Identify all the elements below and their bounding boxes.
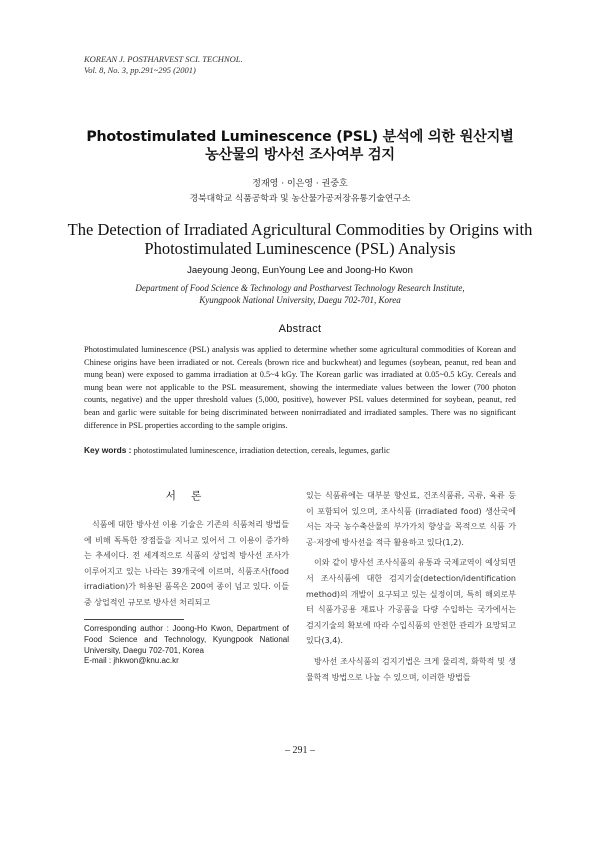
journal-header — [84, 54, 243, 76]
left-column — [84, 488, 289, 611]
intro-paragraph-1: 식품에 대한 방사선 이용 기술은 기존의 식품처리 방법들에 비해 독특한 장점들을 지니고 있어서 그 이용이 증가하는 추세이다. 전 세계적으로 식품의 상업적 방사선 조사가 이루어지고 있는 나라는 39개국에 이르며, 식품조사(food irradiation)가 허용된 품목은 200여 종이 넘고 있다. 이들 중 상업적인 규모로 방사선 처리되고 — [84, 520, 289, 607]
corresponding-author: Corresponding author : Joong-Ho Kwon, Department of Food Science and Technology, Kyungpook National University, Daegu 702-701, Korea — [84, 624, 289, 655]
footnote — [84, 624, 289, 667]
korean-title-line1: Photostimulated Luminescence (PSL) 분석에 의한 원산지별 — [86, 129, 514, 145]
page-number: – 291 – — [285, 745, 315, 756]
keywords-label: Key words : — [84, 445, 132, 455]
journal-name: KOREAN J. POSTHARVEST SCI. TECHNOL. — [84, 54, 243, 64]
korean-title-line2: 농산물의 방사선 조사여부 검지 — [205, 147, 395, 163]
intro-paragraph-2: 이와 같이 방사선 조사식품의 유통과 국제교역이 예상되면서 조사식품에 대한 검지기술(detection/identification method)의 개발이 요구되고 있는 실정이며, 특히 해외로부터 식품가공용 재료나 가공품을 다량 수입하는 국가에서는 검지기술의 확보에 따라 수입식품의 안전한 관리가 요망되고 있다(3,4). — [306, 558, 516, 646]
journal-issue: Vol. 8, No. 3, pp.291~295 (2001) — [84, 65, 196, 75]
footnote-divider — [84, 619, 184, 620]
korean-affiliation: 경북대학교 식품공학과 및 농산물가공저장유통기술연구소 — [189, 194, 411, 204]
right-column — [306, 488, 516, 685]
english-title-line1: The Detection of Irradiated Agricultural Commodities by Origins with — [67, 220, 533, 239]
keywords — [84, 445, 516, 455]
english-affiliation-line1: Department of Food Science & Technology and Postharvest Technology Research Institute, — [135, 283, 465, 293]
english-authors: Jaeyoung Jeong, EunYoung Lee and Joong-Ho Kwon — [187, 265, 413, 276]
korean-authors: 정재영 · 이은영 · 권중호 — [252, 179, 348, 189]
section-heading: 서 론 — [165, 490, 208, 502]
intro-paragraph-1-cont: 있는 식품류에는 대부분 향신료, 건조식품류, 곡류, 육류 등이 포함되어 있으며, 조사식품 (irradiated food) 생산국에서는 자국 농수축산물의 부가가치 향상을 목적으로 식품 가공·저장에 방사선을 적극 활용하고 있다(1,2). — [306, 491, 516, 547]
abstract-heading: Abstract — [278, 323, 322, 335]
english-title — [40, 220, 560, 258]
intro-paragraph-3: 방사선 조사식품의 검지기법은 크게 물리적, 화학적 및 생물학적 방법으로 나눌 수 있으며, 이러한 방법들 — [306, 656, 516, 682]
corresponding-email: E-mail : jhkwon@knu.ac.kr — [84, 656, 179, 666]
english-title-line2: Photostimulated Luminescence (PSL) Analysis — [144, 239, 456, 258]
english-affiliation — [0, 282, 600, 306]
abstract-text: Photostimulated luminescence (PSL) analysis was applied to determine whether some agricultural commodities of Korean and Chinese origins have been irradiated or not. Cereals (brown rice and buckwheat) and legumes (soybean, peanut, red bean and mung bean) were exposed to gamma irradiation at 0.5~4 kGy. The Korean garlic was irradiated at 0.05~0.5 kGy. Cereals and mung bean were not applicable to the PSL measurement, showing the intermediate values between the lower (700 photon counts, negative) and the upper threshold values (5,000, positive), however PSL values determined for soybean, peanut, red bean and garlic were suitable for being discriminated between nonirradiated and irradiated samples. There was no significant difference in PSL properties according to the sample origins. — [84, 345, 516, 430]
korean-title — [60, 128, 540, 164]
keywords-text: photostimulated luminescence, irradiation detection, cereals, legumes, garlic — [133, 446, 390, 455]
english-affiliation-line2: Kyungpook National University, Daegu 702-701, Korea — [199, 295, 401, 305]
